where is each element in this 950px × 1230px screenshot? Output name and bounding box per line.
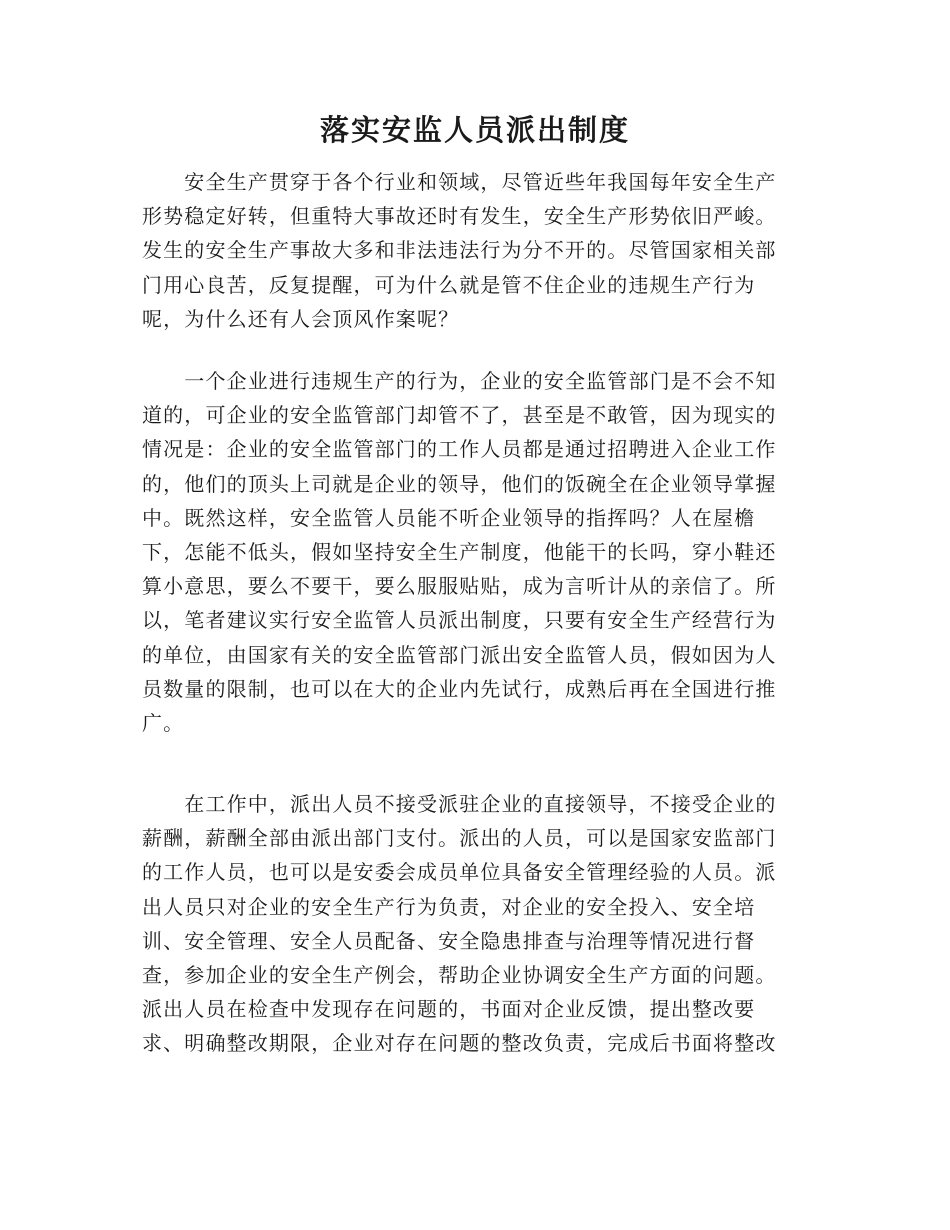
text-line: 门用心良苦，反复提醒，可为什么就是管不住企业的违规生产行为 — [142, 272, 756, 297]
paragraph-2 — [142, 364, 802, 740]
text-line: 下，怎能不低头，假如坚持安全生产制度，他能干的长吗，穿小鞋还 — [142, 540, 777, 565]
document-title: 落实安监人员派出制度 — [319, 113, 630, 147]
text-line: 呢，为什么还有人会顶风作案呢？ — [142, 306, 460, 331]
text-line: 中。既然这样，安全监管人员能不听企业领导的指挥吗？人在屋檐 — [142, 505, 756, 530]
text-line: 的，他们的顶头上司就是企业的领导，他们的饭碗全在企业领导掌握 — [142, 471, 777, 496]
text-line: 以，笔者建议实行安全监管人员派出制度，只要有安全生产经营行为 — [142, 608, 777, 633]
text-line: 训、安全管理、安全人员配备、安全隐患排查与治理等情况进行督 — [142, 928, 756, 953]
text-line: 在工作中，派出人员不接受派驻企业的直接领导，不接受企业的 — [142, 792, 777, 816]
text-line: 发生的安全生产事故大多和非法违法行为分不开的。尽管国家相关部 — [142, 238, 777, 263]
text-line: 算小意思，要么不要干，要么服服贴贴，成为言听计从的亲信了。所 — [142, 574, 777, 599]
text-line: 一个企业进行违规生产的行为，企业的安全监管部门是不会不知 — [142, 369, 777, 393]
text-line: 形势稳定好转，但重特大事故还时有发生，安全生产形势依旧严峻。 — [142, 204, 777, 229]
text-line: 出人员只对企业的安全生产行为负责，对企业的安全投入、安全培 — [142, 894, 756, 919]
text-line: 薪酬，薪酬全部由派出部门支付。派出的人员，可以是国家安监部门 — [142, 826, 777, 851]
text-line: 情况是：企业的安全监管部门的工作人员都是通过招聘进入企业工作 — [142, 437, 777, 462]
text-line: 的单位，由国家有关的安全监管部门派出安全监管人员，假如因为人 — [142, 642, 777, 667]
text-line: 查，参加企业的安全生产例会，帮助企业协调安全生产方面的问题。 — [142, 963, 777, 988]
text-line: 求、明确整改期限，企业对存在问题的整改负责，完成后书面将整改 — [142, 1031, 777, 1056]
text-line: 安全生产贯穿于各个行业和领域，尽管近些年我国每年安全生产 — [142, 170, 777, 194]
paragraph-3 — [142, 787, 802, 1061]
text-line: 派出人员在检查中发现存在问题的，书面对企业反馈，提出整改要 — [142, 997, 756, 1022]
text-line: 广。 — [142, 711, 185, 736]
text-line: 的工作人员，也可以是安委会成员单位具备安全管理经验的人员。派 — [142, 860, 777, 885]
text-line: 员数量的限制，也可以在大的企业内先试行，成熟后再在全国进行推 — [142, 676, 777, 701]
text-line: 道的，可企业的安全监管部门却管不了，甚至是不敢管，因为现实的 — [142, 403, 777, 428]
paragraph-1 — [142, 165, 802, 336]
